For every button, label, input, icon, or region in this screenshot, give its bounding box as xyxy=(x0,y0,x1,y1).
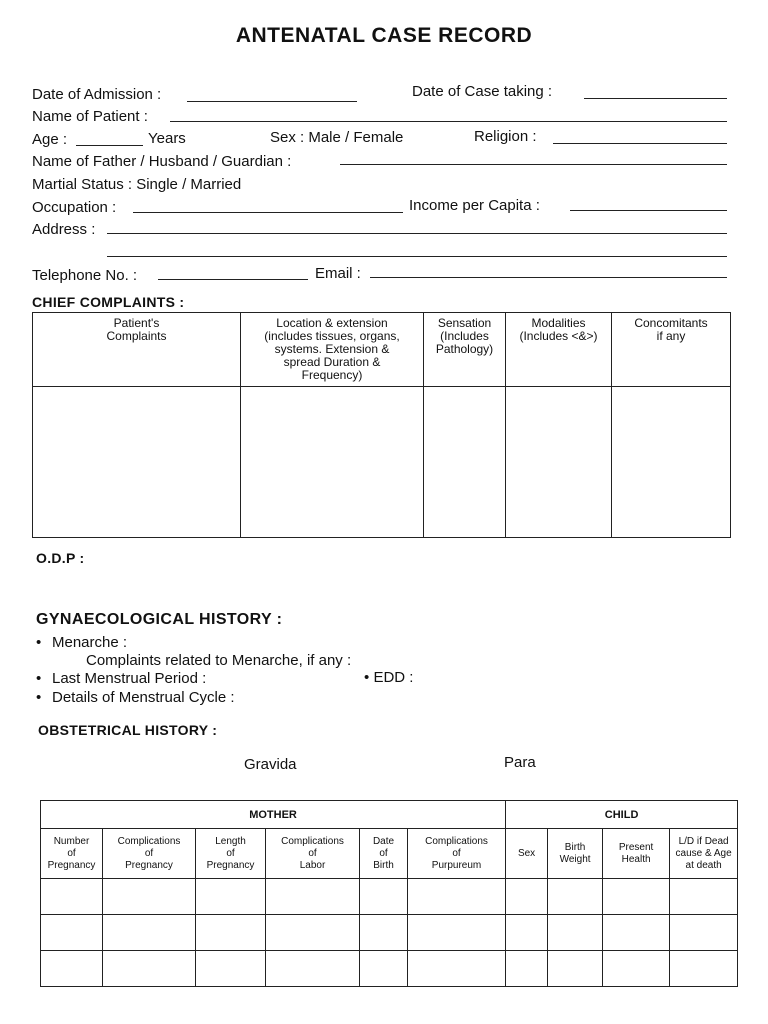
income-label: Income per Capita : xyxy=(409,197,540,214)
religion-field[interactable] xyxy=(553,143,727,144)
table-cell[interactable] xyxy=(196,915,266,951)
table-cell[interactable] xyxy=(603,951,670,987)
table-cell[interactable] xyxy=(506,879,548,915)
table-cell[interactable] xyxy=(603,879,670,915)
table-cell[interactable] xyxy=(196,879,266,915)
col-ld-if-dead: L/D if Dead cause & Age at death xyxy=(670,829,738,879)
occupation-label: Occupation : xyxy=(32,199,117,216)
chief-complaints-entry-row xyxy=(33,387,731,538)
table-cell[interactable] xyxy=(266,879,360,915)
guardian-field[interactable] xyxy=(340,164,727,165)
chief-complaints-table xyxy=(32,312,731,538)
table-cell[interactable] xyxy=(506,915,548,951)
table-cell[interactable] xyxy=(241,387,424,538)
table-row xyxy=(41,879,738,915)
col-date-of-birth: Date of Birth xyxy=(360,829,408,879)
menarche-complaints-label: Complaints related to Menarche, if any : xyxy=(86,652,352,669)
col-present-health: Present Health xyxy=(603,829,670,879)
col-concomitants: Concomitants if any xyxy=(612,313,731,387)
gynaecological-history-heading: GYNAECOLOGICAL HISTORY : xyxy=(36,611,283,628)
age-label: Age : xyxy=(32,131,68,148)
bullet: • xyxy=(36,670,42,687)
table-cell[interactable] xyxy=(360,951,408,987)
table-cell[interactable] xyxy=(548,951,603,987)
obstetrical-group-header-row xyxy=(41,801,738,829)
date-of-admission-field[interactable] xyxy=(187,101,357,102)
table-cell[interactable] xyxy=(612,387,731,538)
marital-status-label: Martial Status : Single / Married xyxy=(32,176,242,193)
date-of-case-taking-field[interactable] xyxy=(584,98,727,99)
email-field[interactable] xyxy=(370,277,727,278)
email-label: Email : xyxy=(315,265,361,282)
odp-label: O.D.P : xyxy=(36,550,85,566)
table-cell[interactable] xyxy=(196,951,266,987)
page-title: ANTENATAL CASE RECORD xyxy=(235,24,533,47)
obstetrical-history-table xyxy=(40,800,738,987)
col-modalities: Modalities (Includes <&>) xyxy=(506,313,612,387)
col-sensation: Sensation (Includes Pathology) xyxy=(424,313,506,387)
table-cell[interactable] xyxy=(266,915,360,951)
table-cell[interactable] xyxy=(670,879,738,915)
col-birth-weight: Birth Weight xyxy=(548,829,603,879)
chief-complaints-heading: CHIEF COMPLAINTS : xyxy=(32,294,185,310)
table-cell[interactable] xyxy=(33,387,241,538)
table-cell[interactable] xyxy=(103,951,196,987)
col-location-extension: Location & extension (includes tissues, organs, systems. Extension & spread Duration & Frequency) xyxy=(241,313,424,387)
table-row xyxy=(41,951,738,987)
para-label: Para xyxy=(504,754,536,771)
address-label: Address : xyxy=(32,221,96,238)
col-sex: Sex xyxy=(506,829,548,879)
table-cell[interactable] xyxy=(670,951,738,987)
name-of-patient-field[interactable] xyxy=(170,121,727,122)
table-cell[interactable] xyxy=(424,387,506,538)
table-cell[interactable] xyxy=(103,879,196,915)
gravida-label: Gravida xyxy=(244,756,297,773)
table-cell[interactable] xyxy=(506,387,612,538)
edd-label: EDD : xyxy=(373,669,414,686)
col-complications-of-pregnancy: Complications of Pregnancy xyxy=(103,829,196,879)
table-cell[interactable] xyxy=(670,915,738,951)
table-cell[interactable] xyxy=(360,879,408,915)
col-patients-complaints: Patient's Complaints xyxy=(33,313,241,387)
menarche-item xyxy=(36,634,127,651)
table-cell[interactable] xyxy=(603,915,670,951)
mother-group-header: MOTHER xyxy=(41,801,506,829)
lmp-label: Last Menstrual Period : xyxy=(52,670,207,687)
bullet: • xyxy=(36,634,42,651)
col-complications-of-purpureum: Complications of Purpureum xyxy=(408,829,506,879)
col-length-of-pregnancy: Length of Pregnancy xyxy=(196,829,266,879)
table-cell[interactable] xyxy=(506,951,548,987)
date-of-admission-label: Date of Admission : xyxy=(32,86,162,103)
col-number-of-pregnancy: Number of Pregnancy xyxy=(41,829,103,879)
menstrual-cycle-label: Details of Menstrual Cycle : xyxy=(52,689,235,706)
sex-label: Sex : Male / Female xyxy=(270,129,404,146)
bullet: • xyxy=(364,669,370,686)
income-field[interactable] xyxy=(570,210,727,211)
table-cell[interactable] xyxy=(408,879,506,915)
occupation-field[interactable] xyxy=(133,212,403,213)
table-cell[interactable] xyxy=(548,915,603,951)
years-label: Years xyxy=(148,130,186,147)
table-cell[interactable] xyxy=(408,915,506,951)
table-row xyxy=(41,915,738,951)
religion-label: Religion : xyxy=(474,128,537,145)
col-complications-of-labor: Complications of Labor xyxy=(266,829,360,879)
table-cell[interactable] xyxy=(360,915,408,951)
name-of-patient-label: Name of Patient : xyxy=(32,108,148,125)
table-cell[interactable] xyxy=(41,879,103,915)
telephone-field[interactable] xyxy=(158,279,308,280)
age-field[interactable] xyxy=(76,145,143,146)
table-cell[interactable] xyxy=(103,915,196,951)
telephone-label: Telephone No. : xyxy=(32,267,138,284)
edd-item xyxy=(364,669,413,686)
table-cell[interactable] xyxy=(266,951,360,987)
table-cell[interactable] xyxy=(41,951,103,987)
table-cell[interactable] xyxy=(548,879,603,915)
bullet: • xyxy=(36,689,42,706)
table-cell[interactable] xyxy=(41,915,103,951)
table-cell[interactable] xyxy=(408,951,506,987)
guardian-label: Name of Father / Husband / Guardian : xyxy=(32,153,292,170)
lmp-item xyxy=(36,670,206,687)
address-field-line-2[interactable] xyxy=(107,256,727,257)
chief-complaints-header-row xyxy=(33,313,731,387)
menarche-label: Menarche : xyxy=(52,634,128,651)
date-of-case-taking-label: Date of Case taking : xyxy=(412,83,553,100)
menstrual-cycle-item xyxy=(36,689,235,706)
obstetrical-history-heading: OBSTETRICAL HISTORY : xyxy=(38,722,218,738)
obstetrical-column-header-row xyxy=(41,829,738,879)
address-field-line-1[interactable] xyxy=(107,233,727,234)
child-group-header: CHILD xyxy=(506,801,738,829)
